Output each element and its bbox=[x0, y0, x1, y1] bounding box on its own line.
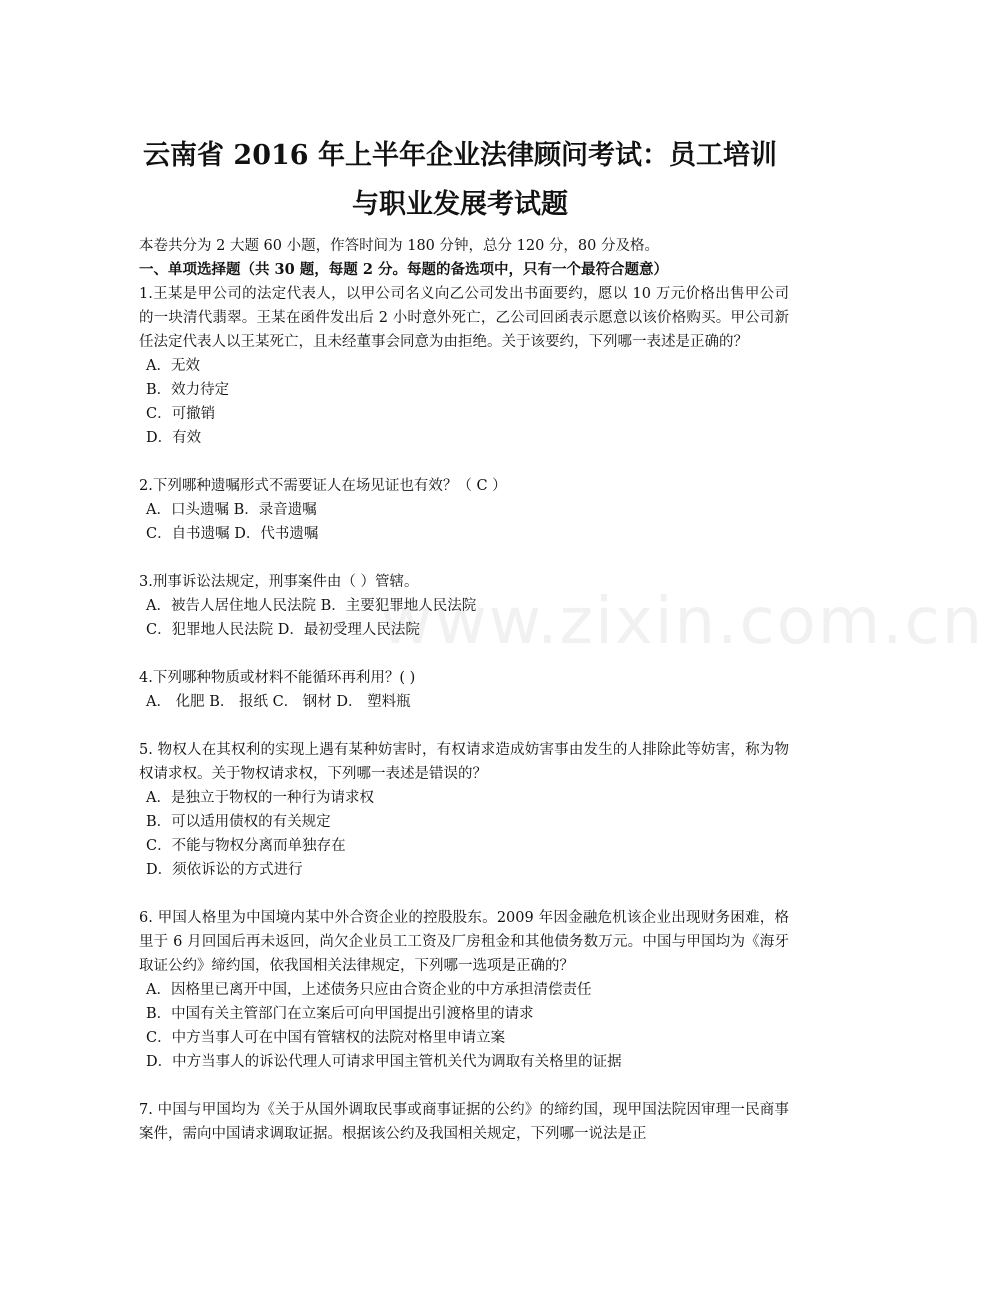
answer-option: C．中方当事人可在中国有管辖权的法院对格里申请立案 bbox=[146, 1030, 506, 1046]
watermark: www.zixin.com.cn bbox=[380, 585, 984, 659]
answer-option: C．犯罪地人民法院 D．最初受理人民法院 bbox=[146, 622, 420, 638]
answer-option: B．效力待定 bbox=[146, 382, 230, 398]
spacer bbox=[139, 714, 789, 738]
answer-option: A．无效 bbox=[146, 358, 200, 374]
answer-option: B．可以适用债权的有关规定 bbox=[146, 814, 331, 830]
question-stem: 3.刑事诉讼法规定，刑事案件由（ ）管辖。 bbox=[139, 574, 419, 590]
section-heading: 一、单项选择题（共 30 题，每题 2 分。每题的备选项中，只有一个最符合题意） bbox=[139, 261, 668, 278]
answer-option: A．口头遗嘱 B．录音遗嘱 bbox=[146, 502, 317, 518]
answer-option: A． 化肥 B． 报纸 C． 钢材 D． 塑料瓶 bbox=[146, 694, 411, 710]
spacer bbox=[139, 450, 789, 474]
spacer bbox=[139, 882, 789, 906]
answer-option: C．自书遗嘱 D．代书遗嘱 bbox=[146, 526, 319, 542]
answer-option: D．须依诉讼的方式进行 bbox=[146, 862, 303, 878]
question-stem: 7. 中国与甲国均为《关于从国外调取民事或商事证据的公约》的缔约国，现甲国法院因审理一民商事案件，需向中国请求调取证据。根据该公约及我国相关规定，下列哪一说法是正 bbox=[139, 1102, 789, 1142]
answer-option: D．中方当事人的诉讼代理人可请求甲国主管机关代为调取有关格里的证据 bbox=[146, 1054, 622, 1070]
spacer bbox=[139, 1074, 789, 1098]
answer-option: C．不能与物权分离而单独存在 bbox=[146, 838, 346, 854]
spacer bbox=[139, 642, 789, 666]
question-stem: 4.下列哪种物质或材料不能循环再利用？( ) bbox=[139, 670, 416, 686]
question-stem: 5. 物权人在其权利的实现上遇有某种妨害时，有权请求造成妨害事由发生的人排除此等妨害，称为物权请求权。关于物权请求权，下列哪一表述是错误的？ bbox=[139, 742, 789, 782]
answer-option: B．中国有关主管部门在立案后可向甲国提出引渡格里的请求 bbox=[146, 1006, 534, 1022]
spacer bbox=[139, 546, 789, 570]
intro-text: 本卷共分为 2 大题 60 小题，作答时间为 180 分钟，总分 120 分，80 分及格。 bbox=[139, 238, 659, 254]
document-title-line-1: 云南省 2016 年上半年企业法律顾问考试：员工培训 bbox=[143, 140, 777, 171]
answer-option: A．因格里已离开中国，上述债务只应由合资企业的中方承担清偿责任 bbox=[146, 982, 592, 998]
document-body bbox=[139, 234, 789, 1146]
answer-option: A．是独立于物权的一种行为请求权 bbox=[146, 790, 374, 806]
question-stem: 6. 甲国人格里为中国境内某中外合资企业的控股股东。2009 年因金融危机该企业出现财务困难，格里于 6 月回国后再未返回，尚欠企业员工工资及厂房租金和其他债务数万元。中国与甲国均为《海牙取证公约》缔约国，依我国相关法律规定，下列哪一选项是正确的？ bbox=[139, 910, 789, 974]
answer-option: C．可撤销 bbox=[146, 406, 216, 422]
question-stem: 2.下列哪种遗嘱形式不需要证人在场见证也有效？（ C ） bbox=[139, 478, 507, 494]
answer-option: A．被告人居住地人民法院 B．主要犯罪地人民法院 bbox=[146, 598, 477, 614]
document-title-line-2: 与职业发展考试题 bbox=[352, 189, 568, 220]
answer-option: D．有效 bbox=[146, 430, 202, 446]
question-stem: 1.王某是甲公司的法定代表人，以甲公司名义向乙公司发出书面要约，愿以 10 万元价格出售甲公司的一块清代翡翠。王某在函件发出后 2 小时意外死亡，乙公司回函表示愿意以该价格购买。甲公司新任法定代表人以王某死亡，且未经董事会同意为由拒绝。关于该要约，下列哪一表述是正确的？ bbox=[139, 286, 789, 350]
